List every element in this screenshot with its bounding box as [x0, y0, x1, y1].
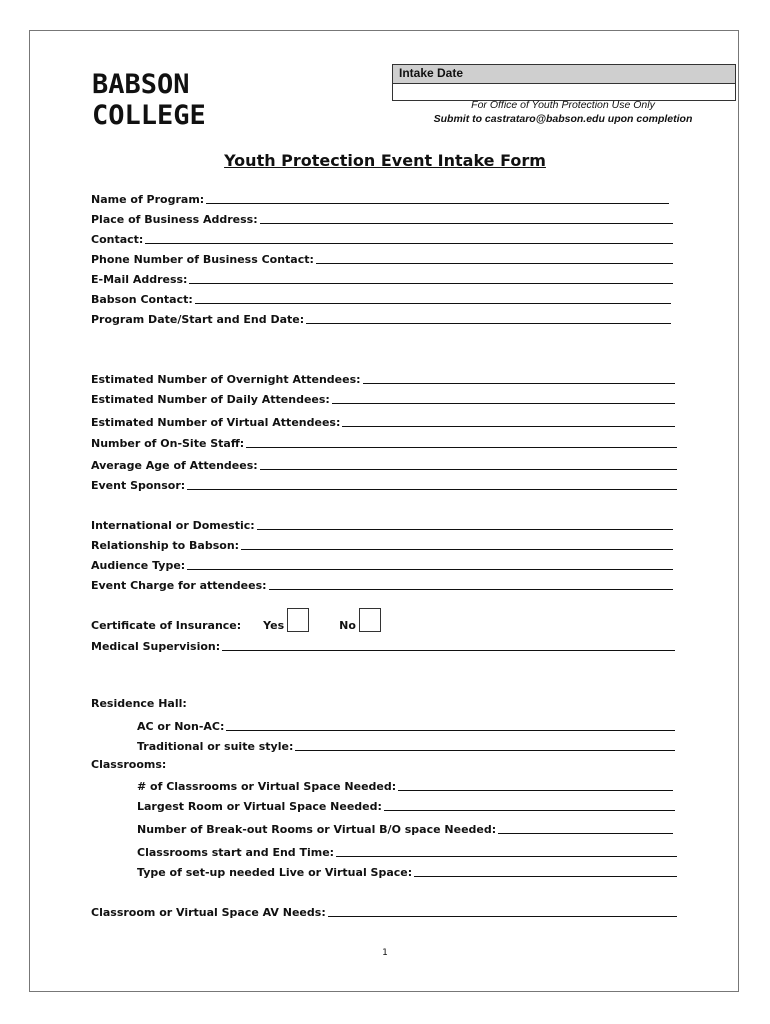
name-of-program-field[interactable]	[91, 190, 669, 206]
form-title: Youth Protection Event Intake Form	[224, 151, 546, 170]
fill-line[interactable]	[226, 718, 675, 731]
field-label: Largest Room or Virtual Space Needed:	[137, 800, 382, 813]
yes-checkbox[interactable]	[287, 608, 309, 632]
daily-attendees-field[interactable]	[91, 390, 675, 406]
no-checkbox[interactable]	[359, 608, 381, 632]
audience-type-field[interactable]	[91, 556, 673, 572]
fill-line[interactable]	[414, 864, 677, 877]
contact-field[interactable]	[91, 230, 673, 246]
setup-type-field[interactable]	[137, 863, 677, 879]
event-sponsor-field[interactable]	[91, 476, 677, 492]
fill-line[interactable]	[306, 311, 671, 324]
fill-line[interactable]	[332, 391, 675, 404]
fill-line[interactable]	[260, 457, 677, 470]
field-label: Estimated Number of Daily Attendees:	[91, 393, 330, 406]
field-label: Event Charge for attendees:	[91, 579, 267, 592]
classroom-count-field[interactable]	[137, 777, 673, 793]
form-page	[29, 30, 739, 992]
fill-line[interactable]	[336, 844, 677, 857]
submit-instruction-text: Submit to castrataro@babson.edu upon completion	[433, 113, 693, 125]
logo-line-2: COLLEGE	[92, 100, 206, 131]
fill-line[interactable]	[257, 517, 673, 530]
fill-line[interactable]	[145, 231, 673, 244]
office-note	[392, 98, 734, 126]
field-label: Classroom or Virtual Space AV Needs:	[91, 906, 326, 919]
no-label: No	[339, 619, 356, 632]
classroom-time-field[interactable]	[137, 843, 677, 859]
certificate-label: Certificate of Insurance:	[91, 619, 242, 632]
fill-line[interactable]	[398, 778, 673, 791]
fill-line[interactable]	[187, 477, 677, 490]
field-label: Program Date/Start and End Date:	[91, 313, 305, 326]
field-label: Event Sponsor:	[91, 479, 186, 492]
event-charge-field[interactable]	[91, 576, 673, 592]
classrooms-heading: Classrooms:	[91, 758, 167, 771]
average-age-field[interactable]	[91, 456, 677, 472]
field-label: E-Mail Address:	[91, 273, 188, 286]
fill-line[interactable]	[195, 291, 671, 304]
email-field[interactable]	[91, 270, 673, 286]
hall-style-field[interactable]	[137, 737, 675, 753]
field-label: Type of set-up needed Live or Virtual Space:	[137, 866, 413, 879]
relationship-field[interactable]	[91, 536, 673, 552]
intake-date-label: Intake Date	[393, 65, 735, 84]
virtual-attendees-field[interactable]	[91, 413, 675, 429]
field-label: Estimated Number of Virtual Attendees:	[91, 416, 341, 429]
page-number: 1	[382, 948, 388, 958]
av-needs-field[interactable]	[91, 903, 677, 919]
business-phone-field[interactable]	[91, 250, 673, 266]
field-label: Phone Number of Business Contact:	[91, 253, 314, 266]
babson-college-logo	[92, 69, 206, 131]
field-label: Average Age of Attendees:	[91, 459, 258, 472]
fill-line[interactable]	[328, 904, 677, 917]
medical-supervision-field[interactable]	[91, 637, 675, 653]
ac-field[interactable]	[137, 717, 675, 733]
field-label: Relationship to Babson:	[91, 539, 240, 552]
field-label: Classrooms start and End Time:	[137, 846, 335, 859]
field-label: Medical Supervision:	[91, 640, 221, 653]
program-dates-field[interactable]	[91, 310, 671, 326]
certificate-of-insurance	[91, 608, 381, 632]
fill-line[interactable]	[498, 821, 673, 834]
babson-contact-field[interactable]	[91, 290, 671, 306]
field-label: AC or Non-AC:	[137, 720, 225, 733]
fill-line[interactable]	[269, 577, 673, 590]
fill-line[interactable]	[384, 798, 675, 811]
overnight-attendees-field[interactable]	[91, 370, 675, 386]
largest-room-field[interactable]	[137, 797, 675, 813]
business-address-field[interactable]	[91, 210, 673, 226]
fill-line[interactable]	[189, 271, 673, 284]
fill-line[interactable]	[187, 557, 673, 570]
field-label: Contact:	[91, 233, 144, 246]
field-label: Number of Break-out Rooms or Virtual B/O space Needed:	[137, 823, 497, 836]
fill-line[interactable]	[363, 371, 675, 384]
yes-label: Yes	[263, 619, 285, 632]
field-label: Place of Business Address:	[91, 213, 258, 226]
fill-line[interactable]	[260, 211, 673, 224]
fill-line[interactable]	[222, 638, 675, 651]
field-label: International or Domestic:	[91, 519, 255, 532]
onsite-staff-field[interactable]	[91, 434, 677, 450]
field-label: Number of On-Site Staff:	[91, 437, 245, 450]
fill-line[interactable]	[246, 435, 677, 448]
logo-line-1: BABSON	[92, 69, 190, 100]
international-domestic-field[interactable]	[91, 516, 673, 532]
fill-line[interactable]	[295, 738, 675, 751]
fill-line[interactable]	[316, 251, 673, 264]
field-label: Audience Type:	[91, 559, 186, 572]
residence-hall-heading: Residence Hall:	[91, 697, 187, 710]
fill-line[interactable]	[241, 537, 673, 550]
field-label: Babson Contact:	[91, 293, 193, 306]
field-label: # of Classrooms or Virtual Space Needed:	[137, 780, 397, 793]
breakout-rooms-field[interactable]	[137, 820, 673, 836]
fill-line[interactable]	[342, 414, 675, 427]
field-label: Traditional or suite style:	[137, 740, 294, 753]
field-label: Estimated Number of Overnight Attendees:	[91, 373, 361, 386]
office-use-only-text: For Office of Youth Protection Use Only	[471, 99, 655, 111]
field-label: Name of Program:	[91, 193, 205, 206]
intake-date-box	[392, 64, 736, 101]
fill-line[interactable]	[206, 191, 669, 204]
